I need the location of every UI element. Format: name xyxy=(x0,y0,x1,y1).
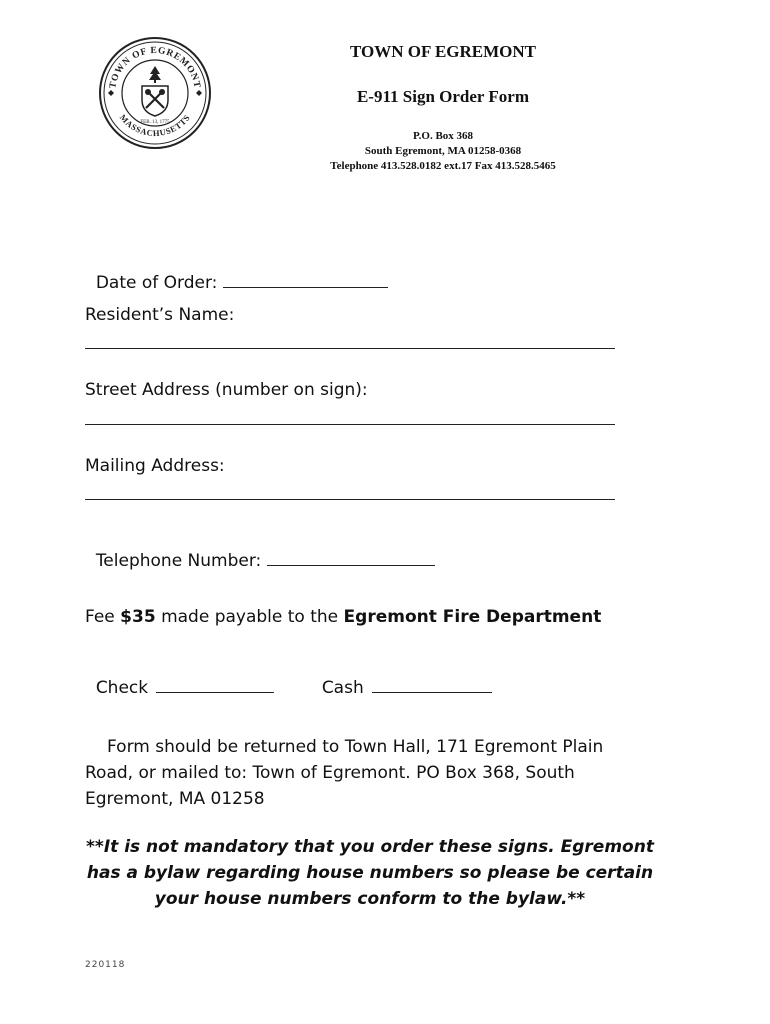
seal-bottom-text: MASSACHUSETTS xyxy=(117,112,193,139)
check-blank[interactable] xyxy=(156,678,274,693)
street-address-blank[interactable] xyxy=(85,424,615,425)
check-label: Check xyxy=(95,678,149,698)
fee-line xyxy=(85,607,601,627)
telephone-field xyxy=(85,531,435,571)
seal-top-text: TOWN OF EGREMONT xyxy=(108,45,202,90)
form-title: E-911 Sign Order Form xyxy=(356,87,530,106)
cash-blank[interactable] xyxy=(372,678,492,693)
fee-middle: made payable to the xyxy=(155,607,344,627)
return-instructions: Form should be returned to Town Hall, 171 Egremont Plain Road, or mailed to: Town of Egremont. PO Box 368, South Egremont, MA 01258 xyxy=(85,737,604,809)
seal-date: FEB. 13, 1775 xyxy=(140,120,170,125)
fee-amount: $35 xyxy=(120,607,156,627)
resident-name-label: Resident’s Name: xyxy=(85,305,235,325)
form-code: 220118 xyxy=(85,960,126,970)
telephone-label: Telephone Number: xyxy=(95,551,262,571)
check-option xyxy=(85,658,274,698)
po-box: P.O. Box 368 xyxy=(412,130,474,142)
mailing-address-blank[interactable] xyxy=(85,499,615,500)
town-name: TOWN OF EGREMONT xyxy=(349,42,537,61)
cash-option xyxy=(311,658,492,698)
address-block xyxy=(260,129,626,174)
mailing-address-label: Mailing Address: xyxy=(85,456,225,476)
street-address-label: Street Address (number on sign): xyxy=(85,380,368,400)
contact-line: Telephone 413.528.0182 ext.17 Fax 413.528.5465 xyxy=(330,160,556,172)
resident-name-blank[interactable] xyxy=(85,348,615,349)
date-of-order-label: Date of Order: xyxy=(95,273,218,293)
date-of-order-field xyxy=(85,253,388,293)
cash-label: Cash xyxy=(321,678,364,698)
date-of-order-blank[interactable] xyxy=(223,273,388,288)
city-line: South Egremont, MA 01258-0368 xyxy=(364,145,522,157)
bylaw-notice: **It is not mandatory that you order these signs. Egremont has a bylaw regarding house numbers so please be certain your house numbers conform to the bylaw.** xyxy=(86,837,654,909)
town-seal xyxy=(98,36,212,150)
fee-prefix: Fee xyxy=(85,607,121,627)
telephone-blank[interactable] xyxy=(267,551,435,566)
fee-payee: Egremont Fire Department xyxy=(343,607,602,627)
